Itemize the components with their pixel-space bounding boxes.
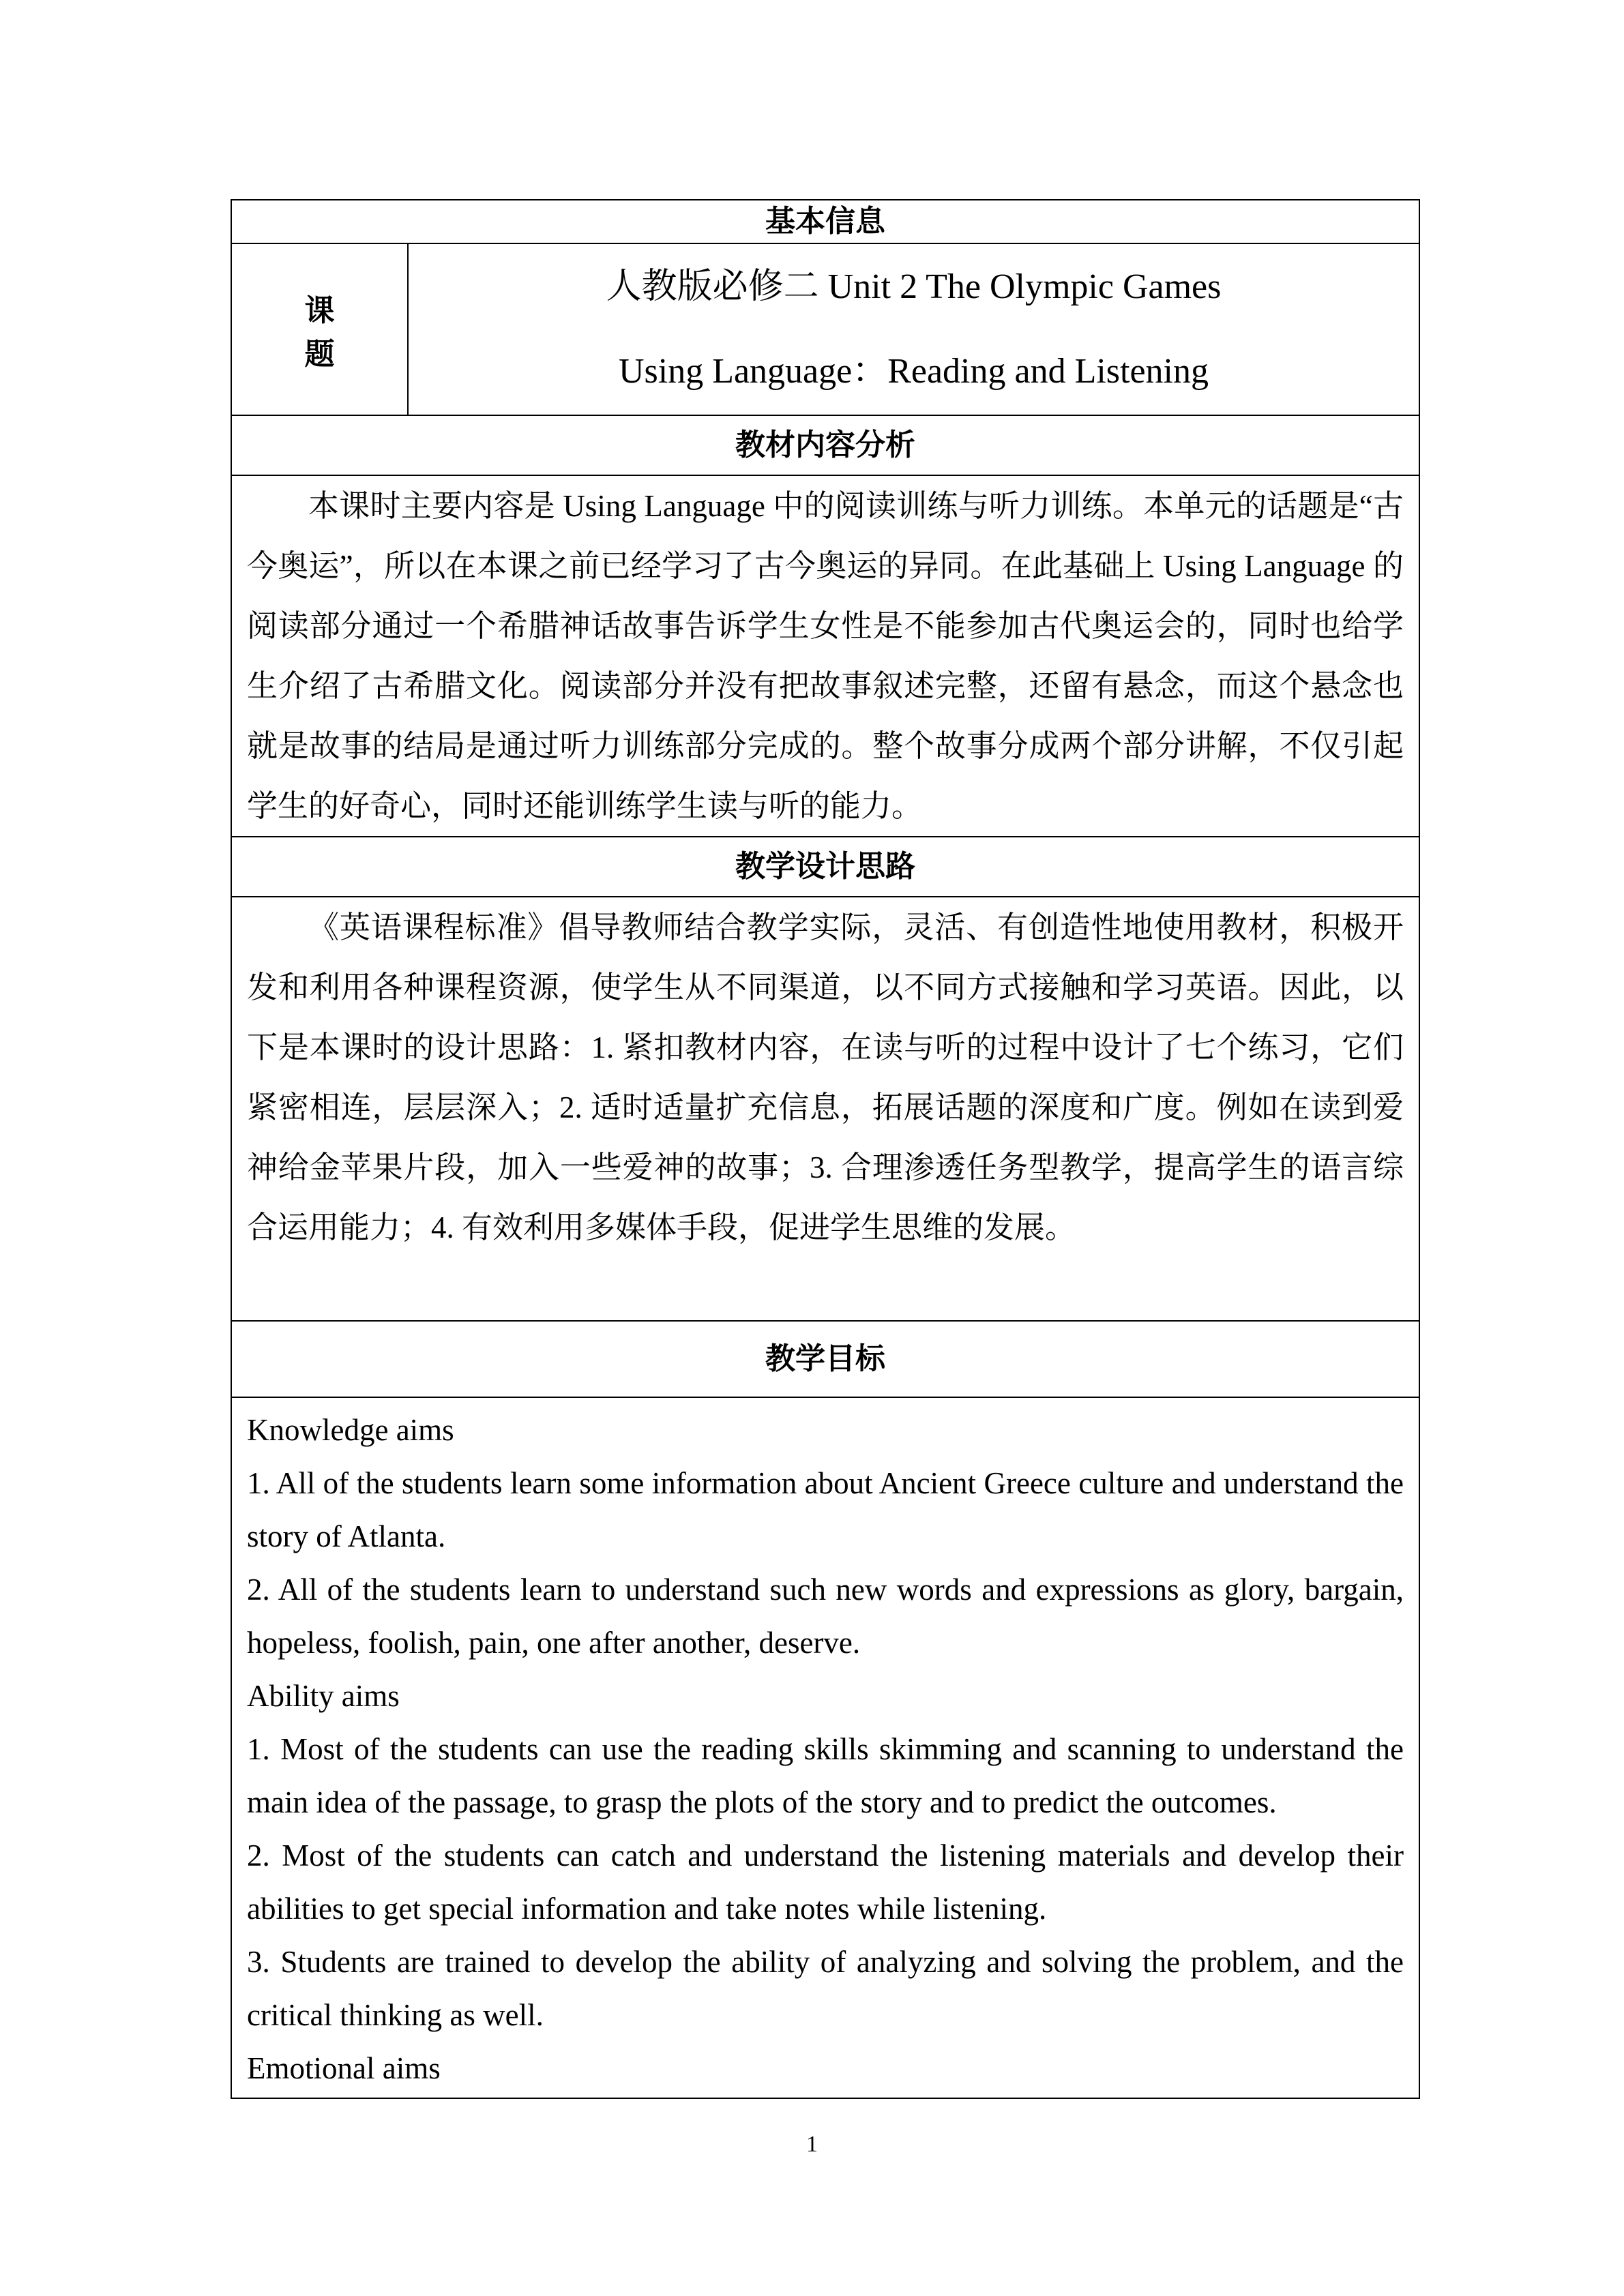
content-analysis-heading: 教材内容分析 bbox=[231, 415, 1419, 475]
content-analysis-paragraph: 本课时主要内容是 Using Language 中的阅读训练与听力训练。本单元的话题是“古今奥运”，所以在本课之前已经学习了古今奥运的异同。在此基础上 Using Language 的阅读部分通过一个希腊神话故事告诉学生女性是不能参加古代奥运会的，同时也给学生介绍了古希腊文化。阅读部分并没有把故事叙述完整，还留有悬念，而这个悬念也就是故事的结局是通过听力训练部分完成的。整个故事分成两个部分讲解，不仅引起学生的好奇心，同时还能训练学生读与听的能力。 bbox=[247, 489, 1404, 823]
topic-label: 课 题 bbox=[231, 243, 408, 415]
knowledge-aims-title: Knowledge aims bbox=[247, 1413, 454, 1447]
content-analysis-body-row bbox=[231, 475, 1419, 837]
ability-aim-3: 3. Students are trained to develop the ability of analyzing and solving the problem, and the critical thinking as well. bbox=[247, 1945, 1404, 2032]
design-ideas-paragraph: 《英语课程标准》倡导教师结合教学实际，灵活、有创造性地使用教材，积极开发和利用各种课程资源，使学生从不同渠道，以不同方式接触和学习英语。因此，以下是本课时的设计思路：1. 紧扣教材内容，在读与听的过程中设计了七个练习，它们紧密相连，层层深入；2. 适时适量扩充信息，拓展话题的深度和广度。例如在读到爱神给金苹果片段，加入一些爱神的故事；3. 合理渗透任务型教学，提高学生的语言综合运用能力；4. 有效利用多媒体手段，促进学生思维的发展。 bbox=[247, 910, 1404, 1244]
objectives-body-row bbox=[231, 1397, 1419, 2098]
basic-info-heading: 基本信息 bbox=[231, 200, 1419, 243]
design-ideas-heading: 教学设计思路 bbox=[231, 837, 1419, 897]
ability-aims-title: Ability aims bbox=[247, 1679, 400, 1713]
lesson-plan-table bbox=[231, 199, 1420, 2099]
topic-value bbox=[408, 243, 1419, 415]
design-ideas-body-row bbox=[231, 897, 1419, 1321]
content-analysis-heading-row bbox=[231, 415, 1419, 475]
topic-subtitle-line: Using Language：Reading and Listening bbox=[618, 352, 1209, 391]
ability-aim-1: 1. Most of the students can use the reading skills skimming and scanning to understand the main idea of the passage, to grasp the plots of the story and to predict the outcomes. bbox=[247, 1732, 1404, 1819]
page-number: 1 bbox=[806, 2132, 818, 2157]
objectives-body bbox=[231, 1397, 1419, 2098]
topic-row bbox=[231, 243, 1419, 415]
topic-title-line: 人教版必修二 Unit 2 The Olympic Games bbox=[606, 267, 1222, 306]
emotional-aims-title: Emotional aims bbox=[247, 2051, 441, 2085]
basic-info-heading-row bbox=[231, 200, 1419, 243]
design-ideas-heading-row bbox=[231, 837, 1419, 897]
objectives-heading-row bbox=[231, 1321, 1419, 1397]
content-analysis-body bbox=[231, 475, 1419, 837]
ability-aim-2: 2. Most of the students can catch and understand the listening materials and develop their abilities to get special information and take notes while listening. bbox=[247, 1838, 1404, 1926]
knowledge-aim-2: 2. All of the students learn to understand such new words and expressions as glory, bargain, hopeless, foolish, pain, one after another, deserve. bbox=[247, 1572, 1404, 1660]
design-ideas-body bbox=[231, 897, 1419, 1321]
objectives-heading: 教学目标 bbox=[231, 1321, 1419, 1397]
knowledge-aim-1: 1. All of the students learn some information about Ancient Greece culture and understand the story of Atlanta. bbox=[247, 1466, 1404, 1553]
